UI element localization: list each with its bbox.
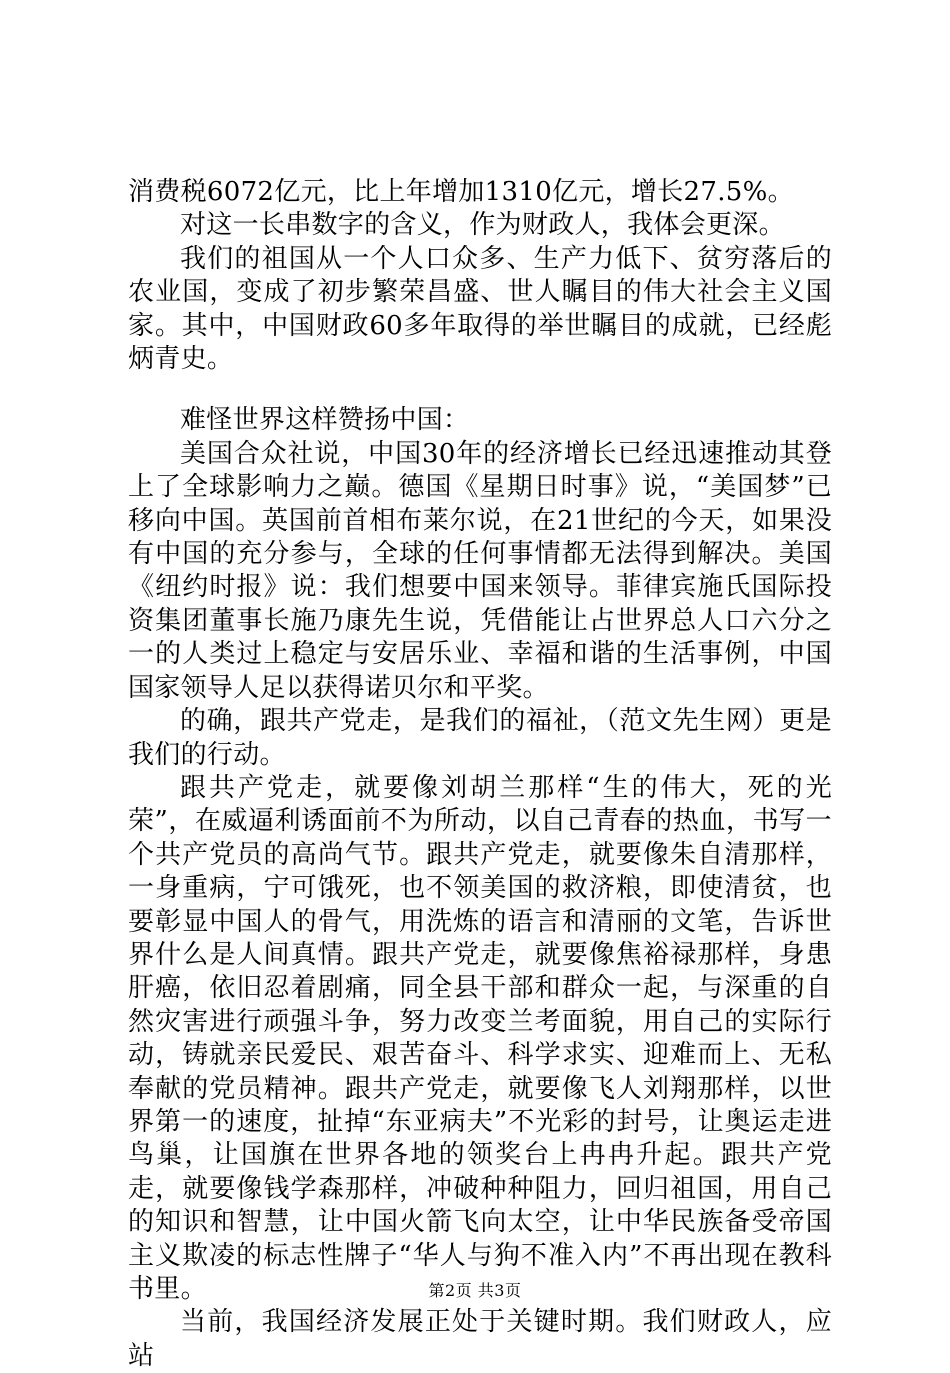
paragraph-gap: [128, 376, 832, 404]
paragraph-consumption-tax: 消费税6072亿元，比上年增加1310亿元，增长27.5%。: [128, 177, 794, 207]
paragraph-follow-party: 的确，跟共产党走，是我们的福祉，（范文先生网）更是我们的行动。: [128, 706, 832, 770]
paragraph-role-models: 跟共产党走，就要像刘胡兰那样“生的伟大，死的光荣”，在威逼利诱面前不为所动，以自己青春的热血，书写一个共产党员的高尚气节。跟共产党走，就要像朱自清那样，一身重病，宁可饿死，也不领美国的救济粮，即使清贫，也要彰显中国人的骨气，用洗炼的语言和清丽的文笔，告诉世界什么是人间真情。跟共产党走，就要像焦裕禄那样，身患肝癌，依旧忍着剧痛，同全县干部和群众一起，与深重的自然灾害进行顽强斗争，努力改变兰考面貌，用自己的实际行动，铸就亲民爱民、艰苦奋斗、科学求实、迎难而上、无私奉献的党员精神。跟共产党走，就要像飞人刘翔那样，以世界第一的速度，扯掉“东亚病夫”不光彩的封号，让奥运走进鸟巢，让国旗在世界各地的领奖台上冉冉升起。跟共产党走，就要像钱学森那样，冲破种种阻力，回归祖国，用自己的知识和智慧，让中国火箭飞向太空，让中华民族备受帝国主义欺凌的标志性牌子“华人与狗不准入内”不再出现在教科书里。: [128, 772, 832, 1304]
paragraph-world-praise-intro: 难怪世界这样赞扬中国：: [180, 405, 470, 436]
paragraph-current-period: 当前，我国经济发展正处于关键时期。我们财政人，应站: [128, 1307, 832, 1371]
paragraph-world-praise: 美国合众社说，中国30年的经济增长已经迅速推动其登上了全球影响力之巅。德国《星期日时事》说，“美国梦”已移向中国。英国前首相布莱尔说，在21世纪的今天，如果没有中国的充分参与，全球的任何事情都无法得到解决。美国《纽约时报》说：我们想要中国来领导。菲律宾施氏国际投资集团董事长施乃康先生说，凭借能让占世界总人口六分之一的人类过上稳定与安居乐业、幸福和谐的生活事例，中国国家领导人足以获得诺贝尔和平奖。: [128, 438, 832, 703]
document-body: [128, 176, 832, 1373]
paragraph-motherland: 我们的祖国从一个人口众多、生产力低下、贫穷落后的农业国，变成了初步繁荣昌盛、世人瞩目的伟大社会主义国家。其中，中国财政60多年取得的举世瞩目的成就，已经彪炳青史。: [128, 243, 832, 375]
paragraph-numbers-meaning: 对这一长串数字的含义，作为财政人，我体会更深。: [180, 210, 785, 241]
page-number-footer: 第2页 共3页: [428, 1281, 522, 1300]
